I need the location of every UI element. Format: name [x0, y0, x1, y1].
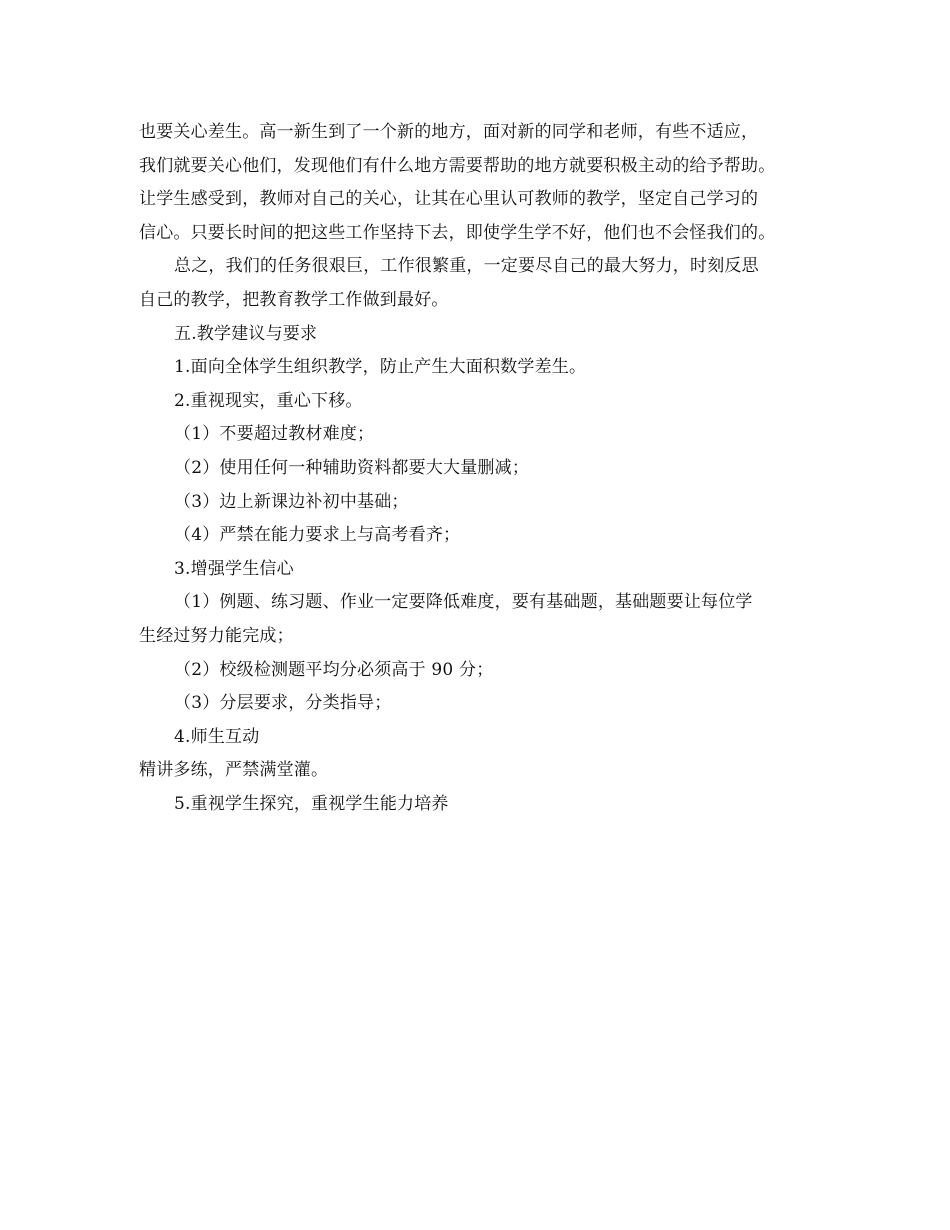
sub-list-item: （1）例题、练习题、作业一定要降低难度，要有基础题，基础题要让每位学 [174, 592, 753, 613]
sub-list-item-continuation: 生经过努力能完成； [139, 625, 294, 646]
list-item: 4.师生互动 [174, 726, 260, 747]
sub-list-item: （2）使用任何一种辅助资料都要大大量删减； [174, 457, 530, 478]
paragraph-line: 我们就要关心他们，发现他们有什么地方需要帮助的地方就要积极主动的给予帮助。 [139, 155, 776, 176]
paragraph-line: 也要关心差生。高一新生到了一个新的地方，面对新的同学和老师，有些不适应， [139, 122, 759, 142]
paragraph-line: 精讲多练，严禁满堂灌。 [139, 760, 329, 781]
paragraph-line: 让学生感受到，教师对自己的关心，让其在心里认可教师的教学，坚定自己学习的 [139, 189, 759, 210]
list-item: 3.增强学生信心 [174, 558, 294, 579]
sub-list-item: （4）严禁在能力要求上与高考看齐； [174, 525, 461, 546]
document-body [139, 116, 829, 821]
list-item: 2.重视现实，重心下移。 [174, 390, 363, 411]
sub-list-item: （2）校级检测题平均分必须高于 90 分； [174, 659, 494, 680]
sub-list-item: （3）分层要求，分类指导； [174, 693, 392, 714]
paragraph-line: 自己的教学，把教育教学工作做到最好。 [139, 289, 449, 310]
sub-list-item: （1）不要超过教材难度； [174, 424, 375, 445]
paragraph-line: 信心。只要长时间的把这些工作坚持下去，即使学生学不好，他们也不会怪我们的。 [139, 222, 776, 243]
section-heading: 五.教学建议与要求 [174, 323, 318, 344]
list-item: 1.面向全体学生组织教学，防止产生大面积数学差生。 [174, 357, 587, 378]
list-item: 5.重视学生探究，重视学生能力培养 [174, 793, 449, 814]
sub-list-item: （3）边上新课边补初中基础； [174, 491, 409, 512]
paragraph-line: 总之，我们的任务很艰巨，工作很繁重，一定要尽自己的最大努力，时刻反思 [174, 256, 759, 277]
